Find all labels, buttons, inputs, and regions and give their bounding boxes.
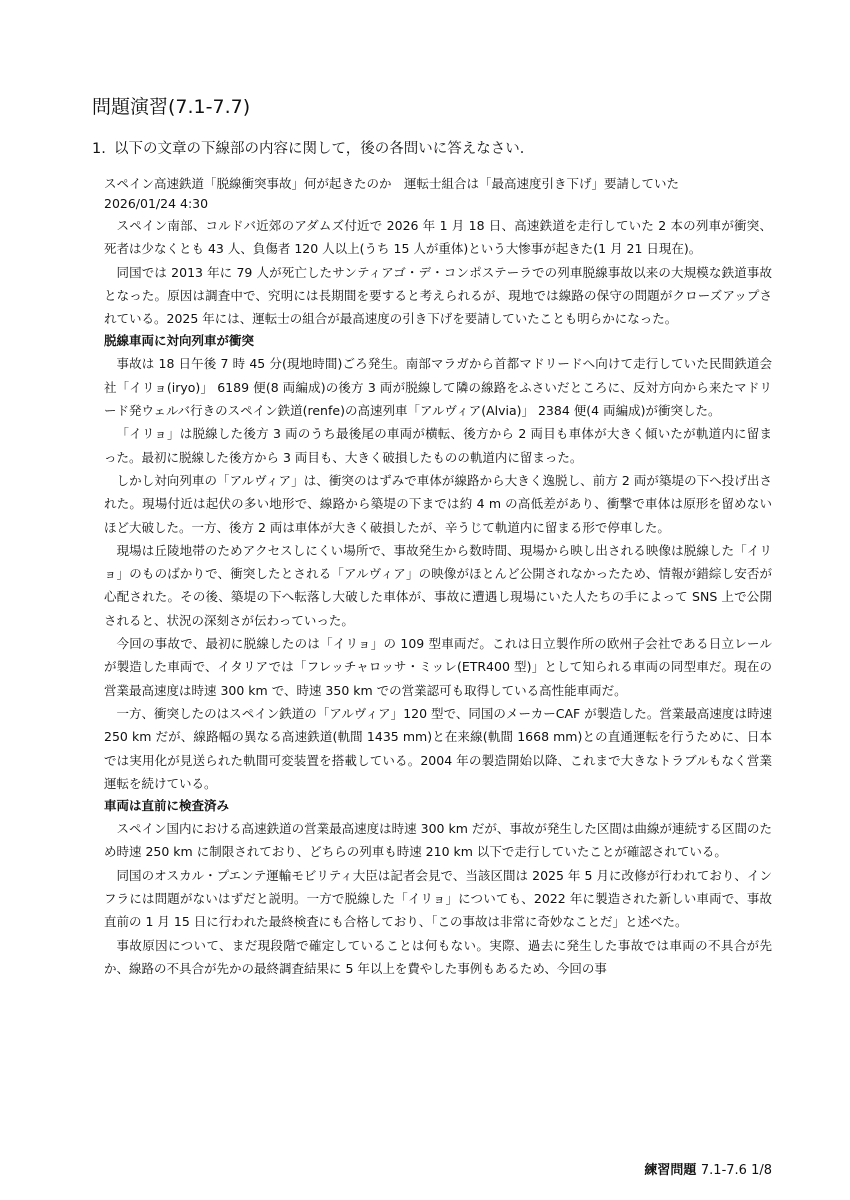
- question-number: 1.: [92, 141, 106, 157]
- paragraph: 同国では 2013 年に 79 人が死亡したサンティアゴ・デ・コンポステーラでの列車脱線事故以来の大規模な鉄道事故となった。原因は調査中で、究明には長期間を要すると考えられるが、現地では線路の保守の問題がクローズアップされている。2025 年には、運転士の組合が最高速度の引き下げを要請していたことも明らかになった。: [104, 264, 772, 327]
- paragraph: 事故原因について、まだ現段階で確定していることは何もない。実際、過去に発生した事故では車両の不具合が先か、線路の不具合が先かの最終調査結果に 5 年以上を費やした事例もあるため、今回の事: [104, 937, 772, 976]
- page-title: 問題演習(7.1-7.7): [92, 96, 251, 118]
- paragraph: 事故は 18 日午後 7 時 45 分(現地時間)ごろ発生。南部マラガから首都マドリードへ向けて走行していた民間鉄道会社「イリョ(iryo)」 6189 便(8 両編成)の後方 3 両が脱線して隣の線路をふさいだところに、反対方向から来たマドリード発ウェルバ行きのスペイン鉄道(renfe)の高速列車「アルヴィア(Alvia)」 2384 便(4 両編成)が衝突した。: [104, 356, 772, 419]
- page-footer: [644, 1159, 772, 1178]
- section-heading: 車両は直前に検査済み: [104, 798, 230, 814]
- paragraph: 現場は丘陵地帯のためアクセスしにくい場所で、事故発生から数時間、現場から映し出される映像は脱線した「イリョ」のものばかりで、衝突したとされる「アルヴィア」の映像がほとんど公開されなかったため、情報が錯綜し安否が心配された。その後、築堤の下へ転落し大破した車体が、事故に遭遇し現場にいた人たちの手によって SNS 上で公開されると、状況の深刻さが伝わっていった。: [104, 542, 772, 628]
- paragraph: 今回の事故で、最初に脱線したのは「イリョ」の 109 型車両だ。これは日立製作所の欧州子会社である日立レールが製造した車両で、イタリアでは「フレッチャロッサ・ミッレ(ETR400 型)」として知られる車両の同型車だ。現在の営業最高速度は時速 300 km で、時速 350 km での営業認可も取得している高性能車両だ。: [104, 636, 772, 698]
- paragraph: しかし対向列車の「アルヴィア」は、衝突のはずみで車体が線路から大きく逸脱し、前方 2 両が築堤の下へ投げ出された。現場付近は起伏の多い地形で、線路から築堤の下までは約 4 m の高低差があり、衝撃で車体は原形を留めないほど大破した。一方、後方 2 両は車体が大きく破損したが、辛うじて軌道内に留まる形で停車した。: [104, 472, 772, 535]
- paragraph: 一方、衝突したのはスペイン鉄道の「アルヴィア」120 型で、同国のメーカーCAF が製造した。営業最高速度は時速 250 km だが、線路幅の異なる高速鉄道(軌間 1435 mm)と在来線(軌間 1668 mm)との直通運転を行うために、日本では実用化が見送られた軌間可変装置を搭載している。2004 年の製造開始以降、これまで大きなトラブルもなく営業運転を続けている。: [104, 705, 772, 791]
- footer-label: 練習問題: [644, 1163, 697, 1178]
- paragraph: 同国のオスカル・プエンテ運輸モビリティ大臣は記者会見で、当該区間は 2025 年 5 月に改修が行われており、インフラには問題がないはずだと説明。一方で脱線した「イリョ」についても、2022 年に製造された新しい車両で、事故直前の 1 月 15 日に行われた最終検査にも合格しており、「この事故は非常に奇妙なことだ」と述べた。: [104, 867, 772, 930]
- paragraph: スペイン国内における高速鉄道の営業最高速度は時速 300 km だが、事故が発生した区間は曲線が連続する区間のため時速 250 km に制限されており、どちらの列車も時速 210 km 以下で走行していたことが確認されている。: [104, 821, 772, 860]
- question-text: 以下の文章の下線部の内容に関して，後の各問いに答えなさい．: [114, 141, 535, 157]
- section-heading: 脱線車両に対向列車が衝突: [104, 333, 255, 349]
- article-date: 2026/01/24 4:30: [104, 196, 209, 211]
- paragraph: スペイン南部、コルドバ近郊のアダムズ付近で 2026 年 1 月 18 日、高速鉄道を走行していた 2 本の列車が衝突、死者は少なくとも 43 人、負傷者 120 人以上(うち 15 人が重体)という大惨事が起きた(1 月 21 日現在)。: [104, 218, 772, 257]
- article: [104, 174, 772, 980]
- paragraph: 「イリョ」は脱線した後方 3 両のうち最後尾の車両が横転、後方から 2 両目も車体が大きく傾いたが軌道内に留まった。最初に脱線した後方から 3 両目も、大きく破損したものの軌道内に留まった。: [104, 426, 772, 465]
- question-1: [92, 137, 772, 158]
- footer-page-number: 7.1-7.6 1/8: [700, 1163, 772, 1178]
- article-title: スペイン高速鉄道「脱線衝突事故」何が起きたのか 運転士組合は「最高速度引き下げ」要請していた: [104, 176, 680, 191]
